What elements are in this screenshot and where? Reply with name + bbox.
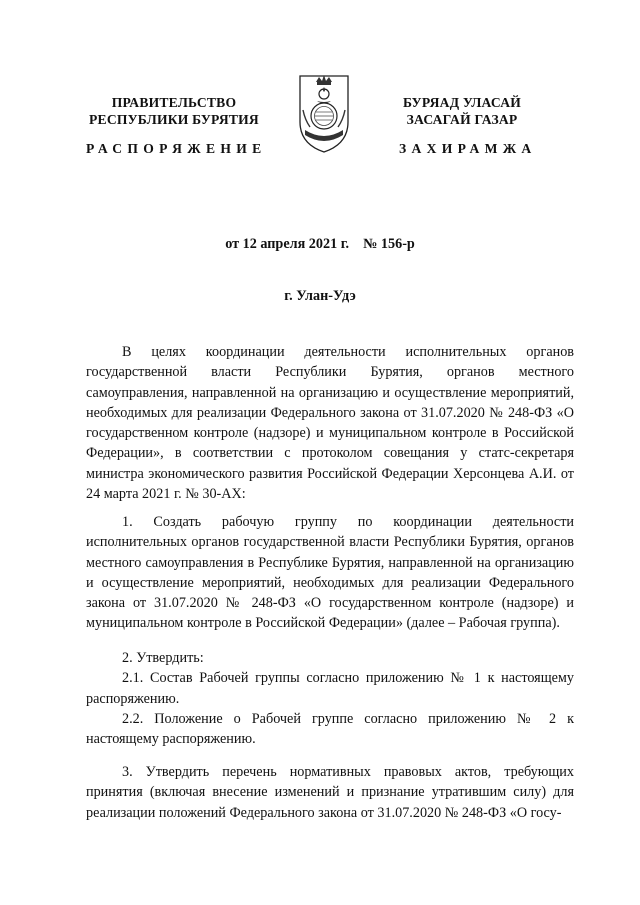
header-right-line-1: БУРЯАД УЛАСАЙ (402, 95, 522, 110)
intro-text: В целях координации деятельности исполнительных органов государственной власти Республики Бурятия, органов местного самоуправления, направленной на организацию и осуществление мероприятий, необходимых для реализации Федерального закона от 31.07.2020 № 248-ФЗ «О государственном контроле (надзоре) и муниципальном контроле в Российской Федерации», в соответствии с протоколом совещания у статс-секретаря министра экономического развития Российской Федерации Херсонцева А.И. от 24 марта 2021 г. № 30-АХ: (86, 344, 574, 503)
item-3 (86, 762, 574, 823)
header-left (64, 94, 284, 128)
item-1-text: 1. Создать рабочую группу по координации деятельности исполнительных органов государственной власти Республики Бурятия, органов местного самоуправления в Республике Бурятия, направленной на организацию и осуществление мероприятий, необходимых для реализации Федерального закона от 31.07.2020 № 248-ФЗ «О государственном контроле (надзоре) и муниципальном контроле в Российской Федерации» (далее – Рабочая группа). (86, 514, 574, 632)
item-2 (86, 648, 574, 749)
item-2-1-text: 2.1. Состав Рабочей группы согласно приложению № 1 к настоящему распоряжению. (86, 670, 574, 707)
item-2-lead: 2. Утвердить: (122, 650, 204, 666)
city-line: г. Улан-Удэ (284, 288, 356, 304)
coat-of-arms-icon (296, 70, 352, 154)
header-right-line-2: ЗАСАГАЙ ГАЗАР (406, 112, 518, 127)
header-right (352, 94, 572, 128)
header-left-line-1: ПРАВИТЕЛЬСТВО (111, 95, 237, 110)
date-line (0, 236, 640, 253)
doc-type-buryat: ЗАХИРАМЖА (399, 141, 537, 156)
header-left-line-2: РЕСПУБЛИКИ БУРЯТИЯ (89, 112, 259, 127)
item-2-2-text: 2.2. Положение о Рабочей группе согласно приложению № 2 к настоящему распоряжению. (86, 710, 574, 748)
document-date: от 12 апреля 2021 г. (225, 236, 350, 252)
intro-paragraph (86, 342, 574, 504)
item-3-text: 3. Утвердить перечень нормативных правовых актов, требующих принятия (включая внесение изменений и признание утратившим силу) для реализации положений Федерального закона от 31.07.2020 № 248-ФЗ «О госу- (86, 764, 574, 821)
item-1 (86, 512, 574, 634)
doc-type-russian: РАСПОРЯЖЕНИЕ (86, 141, 267, 156)
document-number: № 156-р (363, 236, 415, 252)
